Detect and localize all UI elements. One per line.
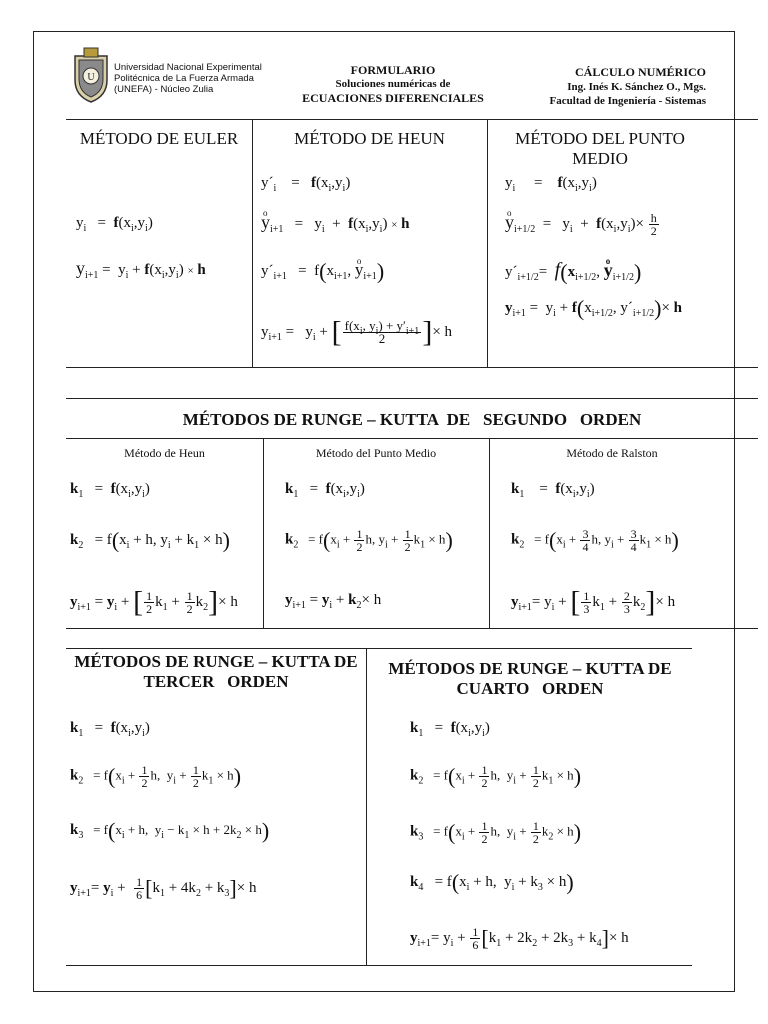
heun-eq-4: $y_{i+1} = y_i$ + [ $\frac{f(x_i, y_i) + y'_{i+1}}{2}$ ]× h	[261, 315, 453, 349]
form-title: FORMULARIO Soluciones numéricas de ECUACIONES DIFERENCIALES	[302, 63, 484, 105]
heun-eq-3: $y´_{i+1} = f(x_{i+1}$, o $y_{i+1}$)	[261, 260, 384, 282]
rk4-y: $y_{i+1}= y_i$ + $\frac{1}{6}$ $[k_1 + 2k_2 + 2k_3 + k_4]\times h$	[410, 925, 629, 952]
midpoint-eq-2: o $y_{i+1/2} = y_i + f(x_i,y_i)\times$ $\frac{h}{2}$	[505, 212, 660, 237]
rk4-title: MÉTODOS DE RUNGE – KUTTA DE CUARTO ORDEN	[388, 659, 681, 698]
heun-eq-1: $y´_i$ = $f(x_i,y_i)$	[261, 175, 351, 194]
rk2-midpoint-y: $y_{i+1} = y_i + k_2\times h$	[285, 592, 382, 611]
rk2-midpoint-k1: $k_1 = f(x_i,y_i)$	[285, 481, 365, 500]
rk4-k3: $k_3 = f(x_i$ + $\frac{1}{2}$ h, $y_i$ + $\frac{1}{2}$ $k_2 \times h$)	[410, 819, 582, 846]
divider	[263, 438, 264, 628]
divider	[66, 628, 758, 629]
university-name: Universidad Nacional Experimental Politécnica de La Fuerza Armada (UNEFA) - Núcleo Zulia	[114, 62, 262, 95]
divider	[66, 438, 758, 439]
rk2-midpoint-label: Método del Punto Medio	[315, 446, 437, 460]
rk2-heun-y: $y_{i+1} = y_i$ + [ $\frac{1}{2}$ $k_1$ + $\frac{1}{2}$ $k_2]\times h$	[70, 585, 238, 619]
rk2-title: MÉTODOS DE RUNGE – KUTTA DE SEGUNDO ORDEN	[182, 410, 642, 429]
svg-text:U: U	[87, 72, 95, 83]
rk2-ralston-y: $y_{i+1}= y_i$ + [ $\frac{1}{3}$ $k_1$ + $\frac{2}{3}$ $k_2]\times h$	[511, 585, 676, 619]
rk2-heun-k2: $k_2 = f(x_i + h$, $y_i + k_1 \times h$)	[70, 527, 230, 553]
rk3-k3: $k_3 = f(x_i + h$, $y_i - k_1 \times h + 2k_2 \times h$)	[70, 818, 270, 844]
rk3-k1: $k_1 = f(x_i,y_i)$	[70, 720, 150, 739]
rk2-ralston-k2: $k_2 = f(x_i$ + $\frac{3}{4}$ h, $y_i$ + $\frac{3}{4}$ $k_1 \times h$)	[511, 527, 679, 554]
rk3-y: $y_{i+1}= y_i$ + $\frac{1}{6}$ $[k_1 + 4k_2 + k_3]\times h$	[70, 875, 257, 902]
divider	[66, 367, 758, 368]
divider	[66, 398, 758, 399]
rk2-ralston-label: Método de Ralston	[566, 446, 658, 460]
course-info: CÁLCULO NUMÉRICO Ing. Inés K. Sánchez O., Mgs. Facultad de Ingeniería - Sistemas	[549, 65, 706, 107]
euler-title: MÉTODO DE EULER	[79, 129, 239, 148]
midpoint-eq-3: $y´_{i+1/2}= f(x_{i+1/2}$, o $y_{i+1/2}$)	[505, 260, 641, 283]
midpoint-title: MÉTODO DEL PUNTO MEDIO	[515, 129, 685, 168]
page-frame	[33, 31, 735, 992]
divider	[489, 438, 490, 628]
rk3-k2: $k_2 = f(x_i$ + $\frac{1}{2}$ h, $y_i$ + $\frac{1}{2}$ $k_1 \times h$)	[70, 763, 242, 790]
rk4-k1: $k_1 = f(x_i,y_i)$	[410, 720, 490, 739]
divider	[487, 119, 488, 367]
rk3-title: MÉTODOS DE RUNGE – KUTTA DE TERCER ORDEN	[74, 652, 367, 691]
heun-eq-2: o $y_{i+1} = y_i + f(x_i,y_i) \times h$	[261, 212, 410, 235]
divider	[66, 648, 692, 649]
rk2-heun-k1: $k_1 = f(x_i,y_i)$	[70, 481, 150, 500]
divider	[366, 648, 367, 965]
midpoint-eq-4: $y_{i+1} = y_i + f(x_{i+1/2}$, $y´_{i+1/2})\times h$	[505, 295, 683, 321]
rk2-ralston-k1: $k_1$ = $f(x_i,y_i)$	[511, 481, 595, 500]
euler-eq-1: $y_i = f(x_i,y_i)$	[76, 215, 153, 234]
rk4-k2: $k_2 = f(x_i$ + $\frac{1}{2}$ h, $y_i$ + $\frac{1}{2}$ $k_1 \times h$)	[410, 763, 582, 790]
heun-title: MÉTODO DE HEUN	[294, 129, 445, 148]
rk2-heun-label: Método de Heun	[124, 446, 205, 460]
rk4-k4: $k_4 = f(x_i + h$, $y_i + k_3 \times h$)	[410, 869, 574, 895]
midpoint-eq-1: $y_i$ = $f(x_i,y_i)$	[505, 175, 597, 194]
rk2-midpoint-k2: $k_2 = f(x_i$ + $\frac{1}{2}$ h, $y_i$ + $\frac{1}{2}$ $k_1 \times h$)	[285, 527, 453, 554]
divider	[252, 119, 253, 367]
divider	[66, 965, 692, 966]
university-emblem	[71, 46, 111, 104]
divider	[66, 119, 758, 120]
euler-eq-2: $y_{i+1} = y_i + f(x_i,y_i) \times h$	[76, 258, 206, 281]
